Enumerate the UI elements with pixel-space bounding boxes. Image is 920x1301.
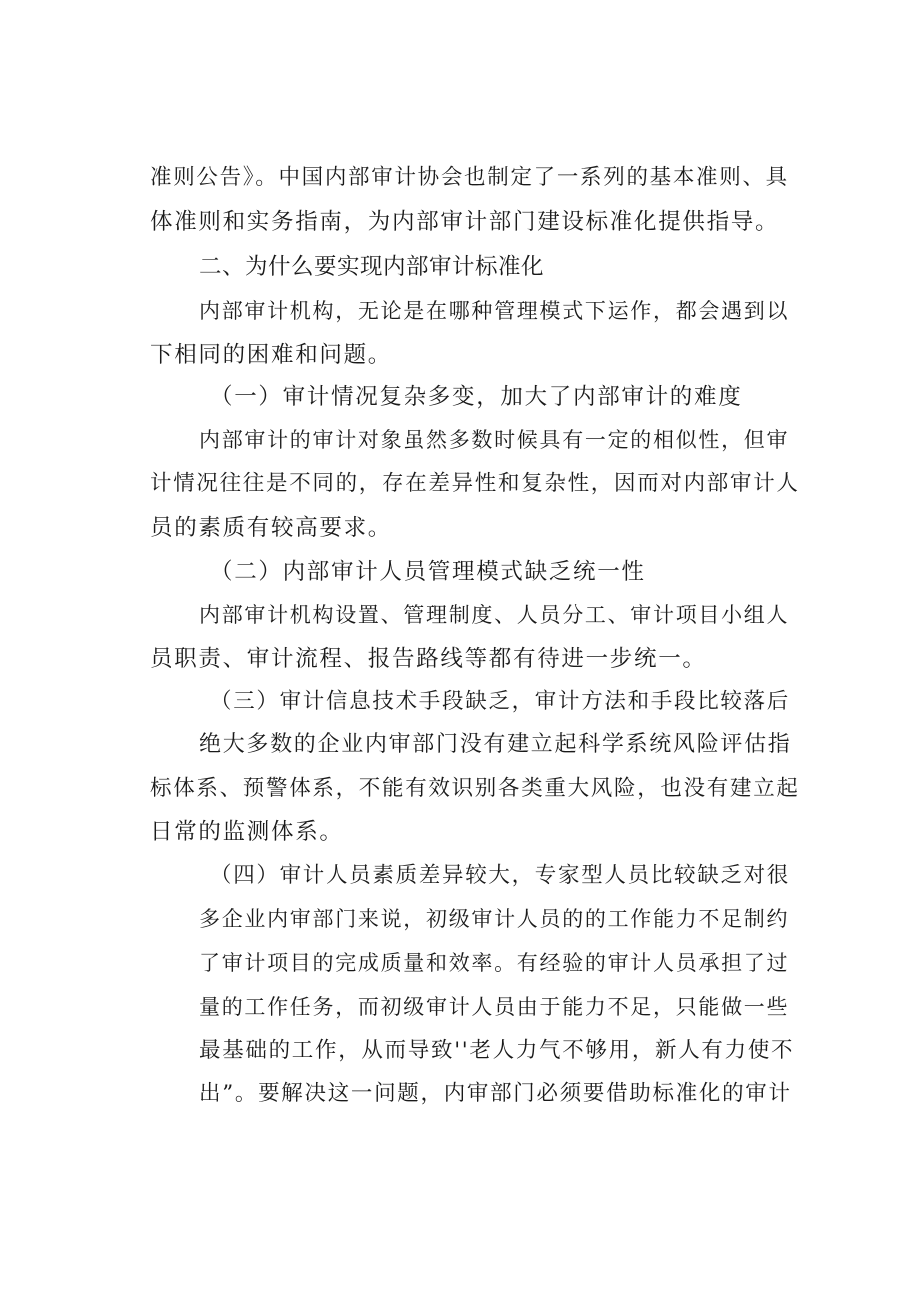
paragraph-line: 了审计项目的完成质量和效率。有经验的审计人员承担了过 <box>199 951 790 975</box>
paragraph-line: 多企业内审部门来说，初级审计人员的的工作能力不足制约 <box>199 907 790 931</box>
paragraph-line: 量的工作任务，而初级审计人员由于能力不足，只能做一些 <box>199 995 790 1019</box>
paragraph-line: 最基础的工作，从而导致''老人力气不够用，新人有力使不 <box>199 1038 795 1063</box>
paragraph-line: 绝大多数的企业内审部门没有建立起科学系统风险评估指 <box>199 732 792 757</box>
paragraph-line: 内部审计的审计对象虽然多数时候具有一定的相似性，但审 <box>199 428 790 452</box>
subheading: （四）审计人员素质差异较大，专家型人员比较缺乏对很 <box>210 863 791 888</box>
paragraph-line: 下相同的困难和问题。 <box>150 342 393 368</box>
paragraph-line: 内部审计机构，无论是在哪种管理模式下运作，都会遇到以 <box>199 299 790 323</box>
paragraph-line: 准则公告》。中国内部审计协会也制定了一系列的基本准则、具 <box>150 165 789 190</box>
paragraph-line: 体准则和实务指南，为内部审计部门建设标准化提供指导。 <box>150 209 780 235</box>
subheading: （一）审计情况复杂多变，加大了内部审计的难度 <box>210 384 743 410</box>
paragraph-line: 员职责、审计流程、报告路线等都有待进一步统一。 <box>150 646 707 672</box>
section-heading: 二、为什么要实现内部审计标准化 <box>199 254 545 280</box>
paragraph-line: 日常的监测体系。 <box>150 819 344 845</box>
paragraph-line: 标体系、预警体系，不能有效识别各类重大风险，也没有建立起 <box>150 776 800 801</box>
paragraph-line: 出”。要解决这一问题，内审部门必须要借助标准化的审计 <box>199 1081 792 1106</box>
subheading: （三）审计信息技术手段缺乏，审计方法和手段比较落后 <box>210 689 791 714</box>
paragraph-line: 内部审计机构设置、管理制度、人员分工、审计项目小组人 <box>199 603 790 627</box>
subheading: （二）内部审计人员管理模式缺乏统一性 <box>210 559 646 585</box>
paragraph-line: 员的素质有较高要求。 <box>150 515 393 541</box>
paragraph-line: 计情况往往是不同的，存在差异性和复杂性，因而对内部审计人 <box>150 471 800 496</box>
